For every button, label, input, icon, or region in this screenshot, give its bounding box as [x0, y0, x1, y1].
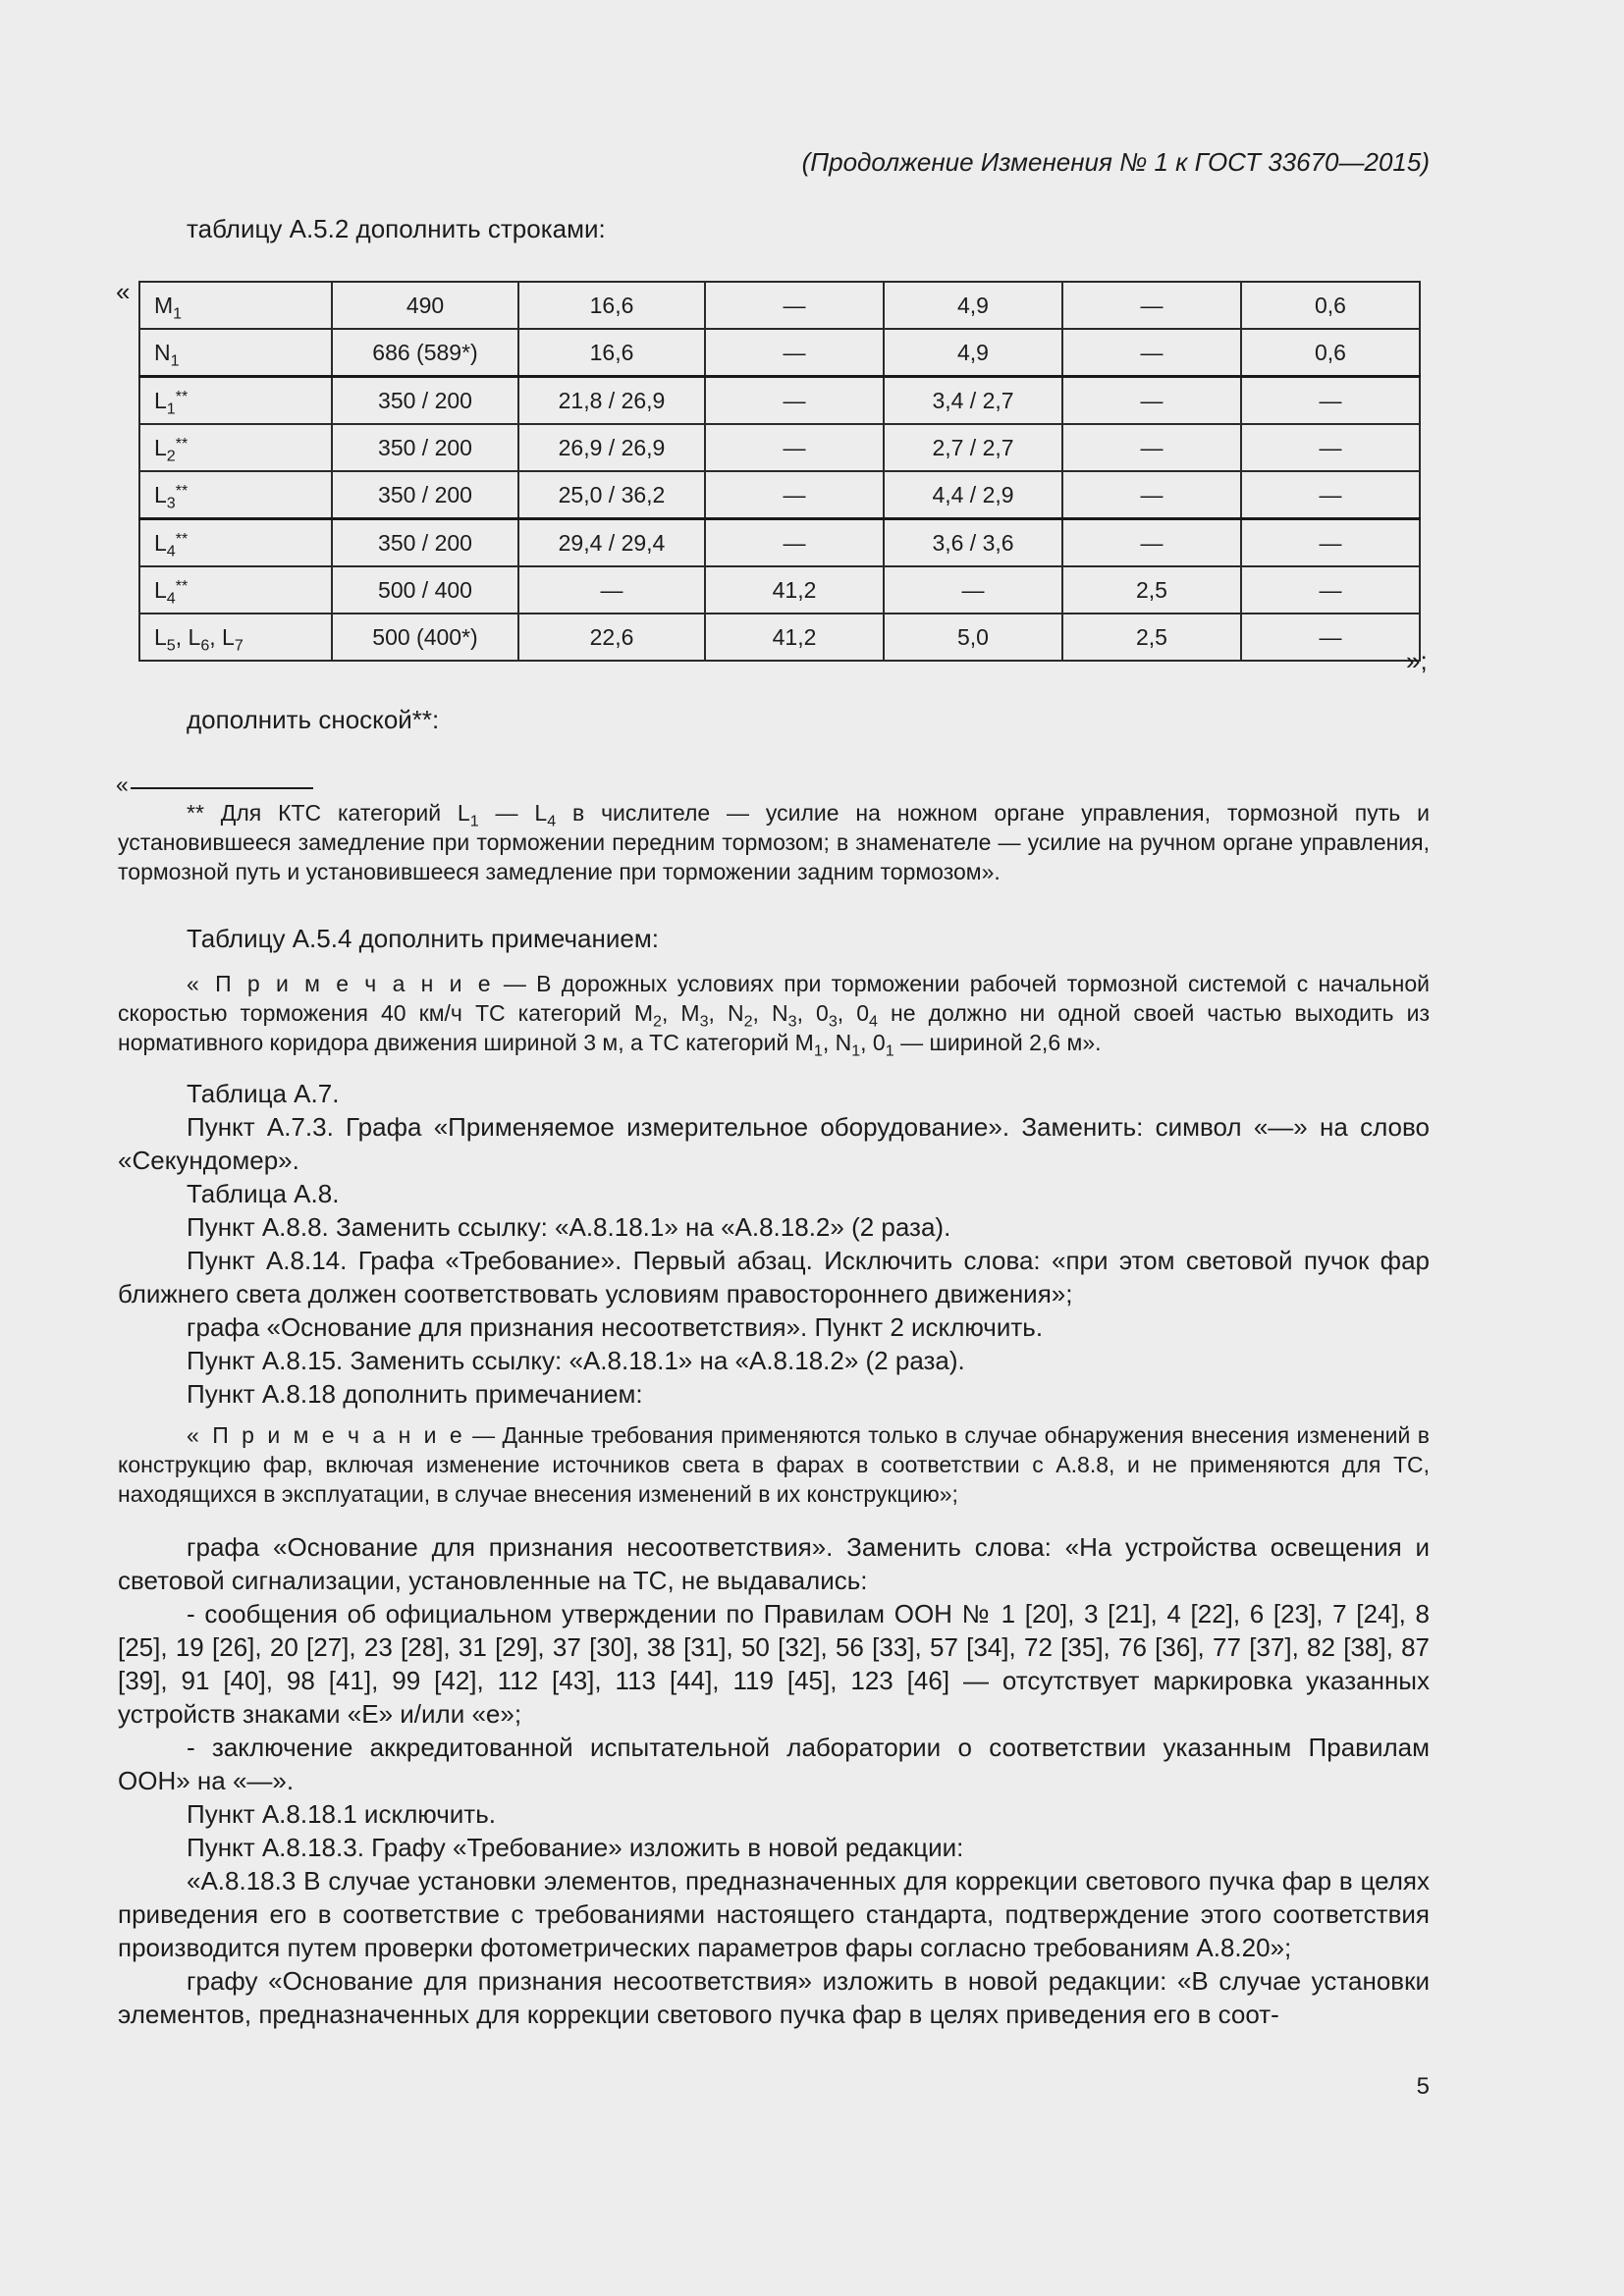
- paragraph: Пункт А.8.18.1 исключить.: [187, 1799, 496, 1829]
- value-cell: 500 / 400: [332, 566, 518, 614]
- value-cell: 3,6 / 3,6: [884, 519, 1062, 567]
- footnote-text: ** Для КТС категорий $L_1$ — $L_4$ в числителе — усилие на ножном органе управления, тормозной путь и установившееся замедление при торможении передним тормозом; в знаменателе — усилие на ручном органе управления, тормозной путь и установившееся замедление при торможении задним тормозом».: [118, 800, 1430, 884]
- value-cell: 21,8 / 26,9: [518, 377, 705, 425]
- category-cell: $L_2^{**}$: [139, 424, 332, 471]
- value-cell: —: [518, 566, 705, 614]
- paragraph: графа «Основание для признания несоответствия». Пункт 2 исключить.: [187, 1312, 1044, 1342]
- value-cell: —: [884, 566, 1062, 614]
- value-cell: —: [1241, 424, 1420, 471]
- value-cell: 4,9: [884, 282, 1062, 329]
- value-cell: —: [1062, 377, 1241, 425]
- value-cell: 29,4 / 29,4: [518, 519, 705, 567]
- paragraph: Пункт А.8.18.3. Графу «Требование» изложить в новой редакции:: [187, 1833, 964, 1862]
- note-label: « П р и м е ч а н и е: [187, 1422, 465, 1448]
- page-header: (Продолжение Изменения № 1 к ГОСТ 33670—2015): [801, 147, 1430, 177]
- paragraph: Пункт А.7.3. Графа «Применяемое измерительное оборудование». Заменить: символ «—» на слово «Секундомер».: [118, 1112, 1430, 1175]
- table-row: [139, 471, 1420, 519]
- paragraph: «А.8.18.3 В случае установки элементов, предназначенных для коррекции светового пучка фар в целях приведения его в соответствие с требованиями настоящего стандарта, подтверждение этого соответствия производится путем проверки фотометрических параметров фары согласно требованиям А.8.20»;: [118, 1866, 1430, 1962]
- page-number: 5: [1416, 2073, 1430, 2100]
- value-cell: 16,6: [518, 329, 705, 377]
- value-cell: —: [1241, 471, 1420, 519]
- paragraph: графу «Основание для признания несоответствия» изложить в новой редакции: «В случае установки элементов, предназначенных для коррекции светового пучка фар в целях приведения его в соот-: [118, 1966, 1430, 2029]
- note-text: — В дорожных условиях при торможении рабочей тормозной системой с начальной скоростью торможения 40 км/ч ТС категорий $M_2$, $M_3$, $N_2$, $N_3$, $0_3$, $0_4$ не должно ни одной своей частью выходить из нормативного коридора движения шириной 3 м, а ТС категорий $M_1$, $N_1$, $0_1$ — шириной 2,6 м».: [118, 971, 1431, 1060]
- value-cell: 686 (589*): [332, 329, 518, 377]
- table-row: [139, 566, 1420, 614]
- value-cell: 25,0 / 36,2: [518, 471, 705, 519]
- footnote-separator: [131, 787, 313, 789]
- value-cell: 26,9 / 26,9: [518, 424, 705, 471]
- table-close-quote: »;: [1406, 646, 1428, 675]
- value-cell: 5,0: [884, 614, 1062, 661]
- paragraphs-b: [118, 1530, 1430, 2031]
- category-cell: $L_4^{**}$: [139, 519, 332, 567]
- value-cell: —: [705, 329, 884, 377]
- value-cell: —: [1062, 519, 1241, 567]
- paragraph: Пункт А.8.15. Заменить ссылку: «А.8.18.1» на «А.8.18.2» (2 раза).: [187, 1346, 965, 1375]
- value-cell: —: [1241, 519, 1420, 567]
- value-cell: 0,6: [1241, 329, 1420, 377]
- value-cell: —: [705, 471, 884, 519]
- value-cell: —: [705, 519, 884, 567]
- value-cell: 41,2: [705, 614, 884, 661]
- value-cell: 4,9: [884, 329, 1062, 377]
- paragraph: Таблица А.8.: [187, 1179, 340, 1208]
- category-cell: $L_1^{**}$: [139, 377, 332, 425]
- value-cell: —: [1062, 329, 1241, 377]
- paragraph: Таблица А.7.: [187, 1079, 340, 1108]
- category-cell: $L_5$, $L_6$, $L_7$: [139, 614, 332, 661]
- paragraph: Пункт А.8.14. Графа «Требование». Первый абзац. Исключить слова: «при этом световой пучок фар ближнего света должен соответствовать условиям правостороннего движения»;: [118, 1246, 1430, 1308]
- paragraph: Пункт А.8.8. Заменить ссылку: «А.8.18.1» на «А.8.18.2» (2 раза).: [187, 1212, 951, 1242]
- paragraph: - сообщения об официальном утверждении по Правилам ООН № 1 [20], 3 [21], 4 [22], 6 [23], 7 [24], 8 [25], 19 [26], 20 [27], 23 [28], 31 [29], 37 [30], 38 [31], 50 [32], 56 [33], 57 [34], 72 [35], 76 [36], 77 [37], 82 [38], 87 [39], 91 [40], 98 [41], 99 [42], 112 [43], 113 [44], 119 [45], 123 [46] — отсутствует маркировка указанных устройств знаками «Е» и/или «е»;: [118, 1599, 1430, 1729]
- table-row: [139, 519, 1420, 567]
- note-a54: [118, 969, 1431, 1060]
- value-cell: 0,6: [1241, 282, 1420, 329]
- table-row: [139, 377, 1420, 425]
- category-cell: $M_1$: [139, 282, 332, 329]
- category-cell: $N_1$: [139, 329, 332, 377]
- table-open-quote: «: [116, 277, 131, 306]
- footnote-open-quote: «: [116, 772, 129, 797]
- value-cell: —: [1062, 424, 1241, 471]
- value-cell: 350 / 200: [332, 424, 518, 471]
- paragraph: Пункт А.8.18 дополнить примечанием:: [187, 1379, 643, 1409]
- value-cell: 350 / 200: [332, 471, 518, 519]
- value-cell: 490: [332, 282, 518, 329]
- amendment-table: [138, 281, 1421, 662]
- value-cell: 500 (400*): [332, 614, 518, 661]
- value-cell: —: [1241, 614, 1420, 661]
- value-cell: —: [705, 424, 884, 471]
- footnote-intro: дополнить сноской**:: [187, 705, 440, 734]
- table-intro: таблицу А.5.2 дополнить строками:: [187, 214, 606, 243]
- value-cell: —: [705, 377, 884, 425]
- category-cell: $L_3^{**}$: [139, 471, 332, 519]
- value-cell: 2,7 / 2,7: [884, 424, 1062, 471]
- table-row: [139, 424, 1420, 471]
- value-cell: —: [705, 282, 884, 329]
- note-a818: [118, 1420, 1430, 1509]
- table-row: [139, 329, 1420, 377]
- value-cell: 16,6: [518, 282, 705, 329]
- value-cell: 350 / 200: [332, 519, 518, 567]
- table-row: [139, 614, 1420, 661]
- value-cell: 350 / 200: [332, 377, 518, 425]
- value-cell: 3,4 / 2,7: [884, 377, 1062, 425]
- table-row: [139, 282, 1420, 329]
- table-a54-instruction: Таблицу А.5.4 дополнить примечанием:: [187, 924, 659, 953]
- value-cell: 22,6: [518, 614, 705, 661]
- category-cell: $L_4^{**}$: [139, 566, 332, 614]
- note-label: « П р и м е ч а н и е: [187, 971, 494, 996]
- paragraphs-a: [118, 1077, 1430, 1411]
- note-text: — Данные требования применяются только в случае обнаружения внесения изменений в конструкцию фар, включая изменение источников света в фарах в соответствии с А.8.8, и не применяются для ТС, находящихся в эксплуатации, в случае внесения изменений в их конструкцию»;: [118, 1422, 1430, 1507]
- value-cell: 4,4 / 2,9: [884, 471, 1062, 519]
- value-cell: 41,2: [705, 566, 884, 614]
- value-cell: —: [1062, 471, 1241, 519]
- value-cell: —: [1062, 282, 1241, 329]
- paragraph: - заключение аккредитованной испытательной лаборатории о соответствии указанным Правилам ООН» на «—».: [118, 1733, 1430, 1795]
- paragraph: графа «Основание для признания несоответствия». Заменить слова: «На устройства освещения и световой сигнализации, установленные на ТС, не выдавались:: [118, 1532, 1430, 1595]
- value-cell: —: [1241, 377, 1420, 425]
- value-cell: —: [1241, 566, 1420, 614]
- value-cell: 2,5: [1062, 614, 1241, 661]
- value-cell: 2,5: [1062, 566, 1241, 614]
